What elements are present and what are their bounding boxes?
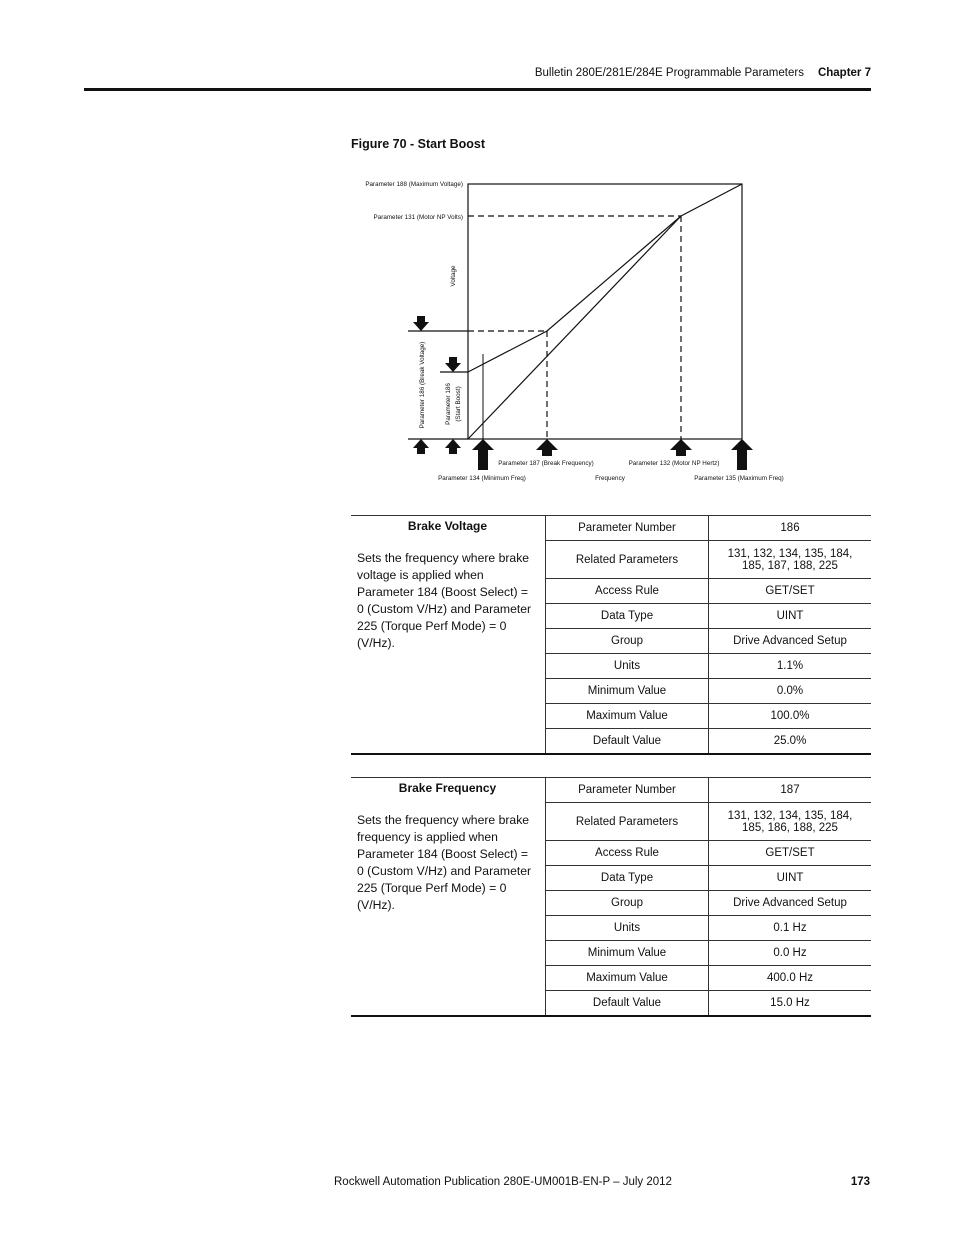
table-key: Related Parameters (546, 803, 709, 841)
minimum-freq-arrow (472, 439, 494, 470)
table-value: 186 (709, 516, 872, 541)
frequency-axis-label: Frequency (595, 475, 625, 482)
table-value: GET/SET (709, 579, 872, 604)
table-key: Maximum Value (546, 704, 709, 729)
header-chapter: Chapter 7 (817, 67, 871, 79)
table-value: 15.0 Hz (709, 991, 872, 1016)
break-frequency-arrow (536, 439, 558, 456)
table-value: UINT (709, 866, 872, 891)
table-value: UINT (709, 604, 872, 629)
motor-np-hertz-arrow (670, 439, 692, 456)
maximum-freq-label: Parameter 135 (Maximum Freq) (694, 475, 784, 482)
table-key: Related Parameters (546, 541, 709, 579)
break-frequency-label: Parameter 187 (Break Frequency) (498, 460, 594, 467)
table-key: Data Type (546, 866, 709, 891)
table-key: Access Rule (546, 579, 709, 604)
table-value: 0.1 Hz (709, 916, 872, 941)
table-value: 131, 132, 134, 135, 184, 185, 187, 188, 225 (709, 541, 872, 579)
brake-voltage-title: Brake Voltage (407, 519, 488, 533)
table-value: Drive Advanced Setup (709, 629, 872, 654)
table-value: 1.1% (709, 654, 872, 679)
brake-voltage-description: Sets the frequency where brake voltage is applied when Parameter 184 (Boost Select) = 0 (Custom V/Hz) and Parameter 225 (Torque Perf Mode) = 0 (V/Hz). (357, 551, 532, 650)
table-key: Parameter Number (546, 778, 709, 803)
brake-voltage-description-cell (351, 516, 546, 754)
motor-np-volts-label: Parameter 131 (Motor NP Volts) (373, 214, 463, 221)
start-boost-label-line1: Parameter 186 (445, 383, 452, 425)
break-voltage-up-arrow (413, 439, 429, 454)
brake-frequency-description-cell (351, 778, 546, 1016)
brake-voltage-table (351, 515, 871, 755)
brake-frequency-description: Sets the frequency where brake frequency is applied when Parameter 184 (Boost Select) = 0 (Custom V/Hz) and Parameter 225 (Torque Perf Mode) = 0 (V/Hz). (357, 813, 532, 912)
table-key: Group (546, 629, 709, 654)
table-key: Default Value (546, 991, 709, 1016)
break-voltage-label: Parameter 186 (Break Voltage) (419, 341, 426, 429)
header-title: Bulletin 280E/281E/284E Programmable Parameters (534, 67, 804, 79)
footer-publication: Rockwell Automation Publication 280E-UM001B-EN-P – July 2012 (334, 1176, 672, 1188)
table-key: Units (546, 916, 709, 941)
table-value: 100.0% (709, 704, 872, 729)
table-value: 0.0 Hz (709, 941, 872, 966)
table-key: Maximum Value (546, 966, 709, 991)
table-value: 0.0% (709, 679, 872, 704)
table-value: 131, 132, 134, 135, 184, 185, 186, 188, 225 (709, 803, 872, 841)
table-key: Minimum Value (546, 679, 709, 704)
figure-title: Figure 70 - Start Boost (351, 137, 486, 151)
table-value: 187 (709, 778, 872, 803)
table-value: Drive Advanced Setup (709, 891, 872, 916)
table-value: 400.0 Hz (709, 966, 872, 991)
motor-np-hertz-label: Parameter 132 (Motor NP Hertz) (628, 460, 720, 467)
maximum-freq-arrow (731, 439, 753, 470)
linear-curve (468, 216, 681, 439)
table-value: 25.0% (709, 729, 872, 754)
plot-frame (468, 184, 742, 439)
start-boost-down-arrow (445, 357, 461, 372)
brake-frequency-title: Brake Frequency (398, 781, 497, 795)
start-boost-label-line2: (Start Boost) (455, 386, 462, 422)
table-key: Parameter Number (546, 516, 709, 541)
table-key: Minimum Value (546, 941, 709, 966)
brake-frequency-table (351, 777, 871, 1017)
page-number: 173 (850, 1176, 870, 1188)
table-value: GET/SET (709, 841, 872, 866)
table-key: Units (546, 654, 709, 679)
break-voltage-down-arrow (413, 316, 429, 331)
max-voltage-label: Parameter 188 (Maximum Voltage) (365, 181, 463, 188)
voltage-axis-label: Voltage (450, 265, 457, 287)
table-key: Access Rule (546, 841, 709, 866)
start-boost-up-arrow (445, 439, 461, 454)
table-key: Data Type (546, 604, 709, 629)
table-key: Default Value (546, 729, 709, 754)
minimum-freq-label: Parameter 134 (Minimum Freq) (438, 475, 526, 482)
table-key: Group (546, 891, 709, 916)
boost-curve (468, 184, 742, 372)
